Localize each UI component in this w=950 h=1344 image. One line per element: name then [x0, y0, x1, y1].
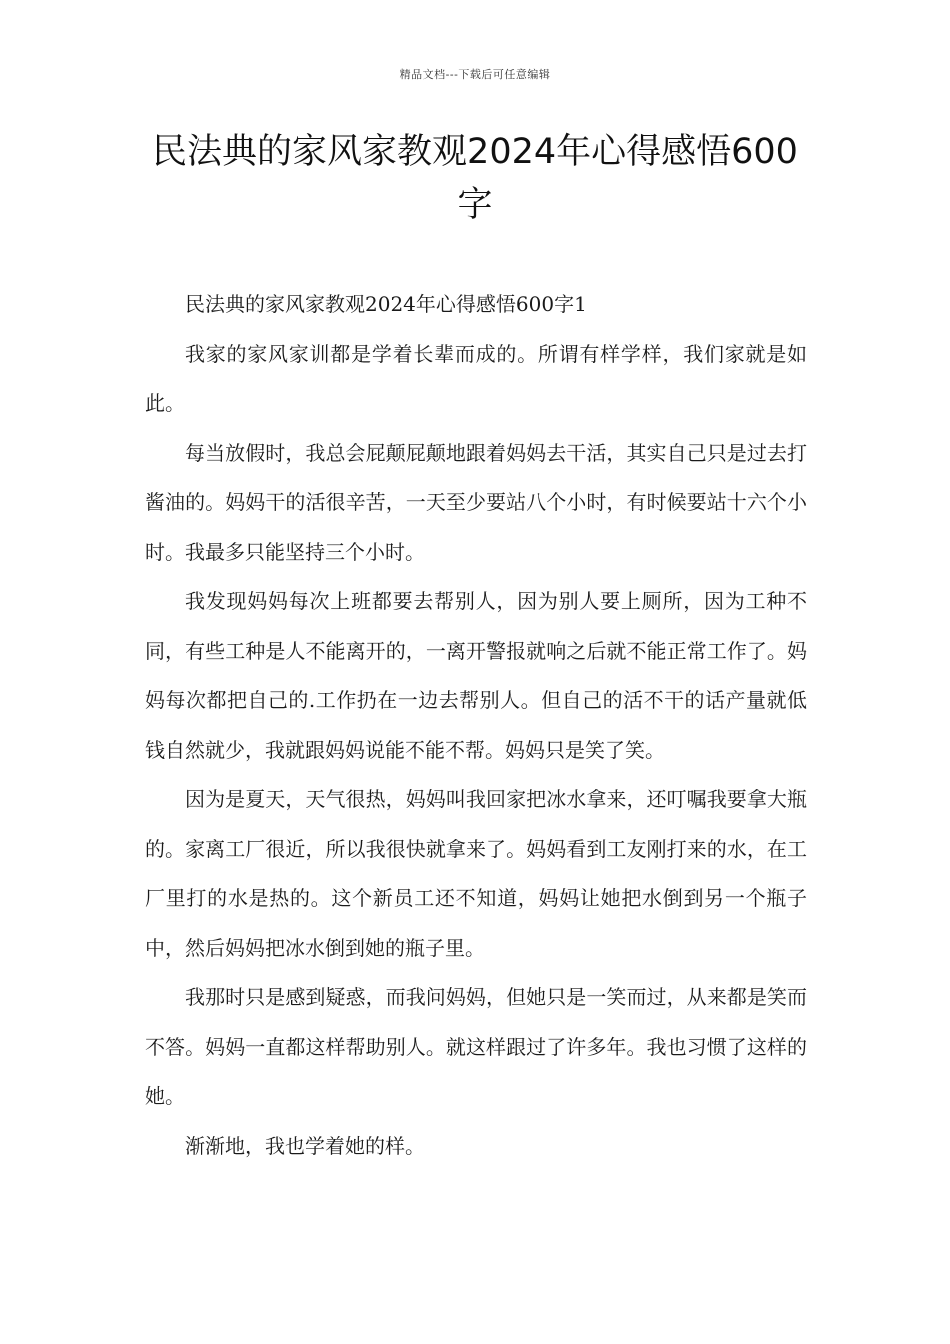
- paragraph: 每当放假时，我总会屁颠屁颠地跟着妈妈去干活，其实自己只是过去打酱油的。妈妈干的活很辛苦，一天至少要站八个小时，有时候要站十六个小时。我最多只能坚持三个小时。: [145, 440, 807, 564]
- header-note: 精品文档---下载后可任意编辑: [399, 68, 551, 81]
- document-body: [145, 280, 807, 1171]
- paragraph: 因为是夏天，天气很热，妈妈叫我回家把冰水拿来，还叮嘱我要拿大瓶的。家离工厂很近，所以我很快就拿来了。妈妈看到工友刚打来的水，在工厂里打的水是热的。这个新员工还不知道，妈妈让她把水倒到另一个瓶子中，然后妈妈把冰水倒到她的瓶子里。: [145, 787, 807, 960]
- paragraph: 渐渐地，我也学着她的样。: [185, 1133, 425, 1158]
- document-title: 民法典的家风家教观2024年心得感悟600字: [152, 132, 798, 225]
- paragraph-subtitle: 民法典的家风家教观2024年心得感悟600字1: [185, 292, 587, 316]
- paragraph: 我那时只是感到疑惑，而我问妈妈，但她只是一笑而过，从来都是笑而不答。妈妈一直都这样帮助别人。就这样跟过了许多年。我也习惯了这样的她。: [145, 985, 807, 1108]
- paragraph: 我家的家风家训都是学着长辈而成的。所谓有样学样，我们家就是如此。: [145, 341, 807, 415]
- paragraph: 我发现妈妈每次上班都要去帮别人，因为别人要上厕所，因为工种不同，有些工种是人不能离开的，一离开警报就响之后就不能正常工作了。妈妈每次都把自己的.工作扔在一边去帮别人。但自己的活不干的话产量就低钱自然就少，我就跟妈妈说能不能不帮。妈妈只是笑了笑。: [145, 589, 807, 762]
